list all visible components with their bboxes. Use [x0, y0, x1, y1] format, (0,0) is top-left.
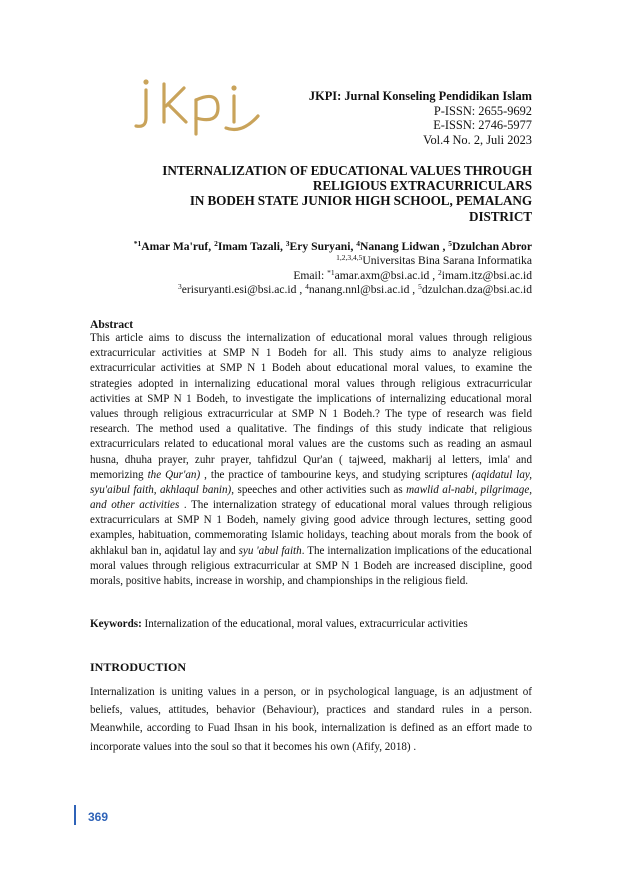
- author-sup: *1: [133, 239, 142, 248]
- abstract-text: , speeches and other activities such as: [231, 483, 407, 496]
- affiliation-text: Universitas Bina Sarana Informatika: [362, 254, 532, 268]
- email-address[interactable]: nanang.nnl@bsi.ac.id: [308, 282, 410, 296]
- keywords-text: Internalization of the educational, moral values, extracurricular activities: [141, 618, 468, 630]
- abstract-text: . The internalization strategy of educational moral values through religious extracurriculars at SMP N 1 Bodeh, namely giving good advice through lectures, setting good examples, habituation, commemorating Islamic holidays, teaching about morals from the book of akhlakul ban in, aqidatul lay and: [90, 499, 532, 557]
- abstract-italic: (aqidatul lay, syu'aibul faith, akhlaqul banin): [90, 468, 532, 496]
- journal-info: [309, 89, 532, 147]
- keywords-label: Keywords:: [90, 618, 142, 630]
- keywords: [90, 617, 532, 631]
- author-name: Nanang Lidwan: [359, 240, 440, 253]
- eissn: E-ISSN: 2746-5977: [433, 118, 532, 133]
- abstract-paragraph: [90, 331, 532, 589]
- title-line: INTERNALIZATION OF EDUCATIONAL VALUES THROUGH: [162, 163, 532, 178]
- abstract-italic: syu 'abul faith: [238, 544, 302, 557]
- author-names: $^{*1}$Amar Ma'ruf, $^2$Imam Tazali, $^3$Ery Suryani, $^4$Nanang Lidwan , $^5$Dzulchan Abror: [133, 239, 532, 253]
- email-line-1: Email: $^{*1}$amar.axm@bsi.ac.id , $^2$imam.itz@bsi.ac.id: [293, 267, 532, 282]
- abstract-italic: mawlid al-nabi, pilgrimage, and other activities: [90, 483, 533, 512]
- abstract-text: . The internalization implications of the educational moral values through religious extracurricular at SMP N 1 Bodeh are increased discipline, good morals, positive habits, increase in worship, and championships in the religious field.: [90, 544, 532, 587]
- email-label: Email:: [293, 268, 325, 282]
- email-address[interactable]: dzulchan.dza@bsi.ac.id: [421, 282, 532, 296]
- email-sup: 2: [438, 267, 442, 277]
- author-sup: 3: [285, 239, 290, 248]
- email-sup: *1: [327, 267, 335, 277]
- volume-issue: Vol.4 No. 2, Juli 2023: [423, 132, 532, 147]
- author-name: Ery Suryani: [289, 240, 351, 253]
- footer-accent-bar: [74, 805, 76, 825]
- abstract-body: [90, 331, 532, 589]
- introduction-body: Internalization is uniting values in a person, or in psychological language, is an adjustment of beliefs, values, attitudes, behavior (Behaviour), practices and standard rules in a person. Meanwhile, according to Fuad Ihsan in his book, internalization is defined as an effort made to incorporate values into the soul so that it becomes his own (Afify, 2018) .: [90, 686, 532, 753]
- email-address[interactable]: erisuryanti.esi@bsi.ac.id: [181, 282, 297, 296]
- affil-sup: 1,2,3,4,5: [336, 253, 363, 263]
- author-sup: 4: [356, 239, 360, 248]
- title-line: DISTRICT: [469, 208, 532, 224]
- introduction-heading: INTRODUCTION: [90, 660, 187, 674]
- pissn: P-ISSN: 2655-9692: [433, 103, 532, 118]
- email-sup: 5: [418, 281, 422, 291]
- email-sup: 3: [178, 281, 182, 291]
- title-line: IN BODEH STATE JUNIOR HIGH SCHOOL, PEMALANG: [189, 193, 532, 209]
- affiliation: [78, 254, 532, 268]
- article-title: [90, 163, 532, 224]
- author-block: [78, 240, 532, 297]
- email-address[interactable]: amar.axm@bsi.ac.id: [334, 268, 430, 282]
- abstract-italic: the Qur'an): [147, 468, 201, 481]
- page-number: 369: [88, 810, 109, 824]
- author-sup: 5: [448, 239, 453, 248]
- abstract-text: , the practice of tambourine keys, and studying scriptures: [200, 468, 472, 481]
- author-name: Amar Ma'ruf: [141, 240, 209, 253]
- author-name: Dzulchan Abror: [452, 240, 532, 253]
- email-line-2: $^3$erisuryanti.esi@bsi.ac.id , $^4$nanang.nnl@bsi.ac.id , $^5$dzulchan.dza@bsi.ac.id: [178, 281, 532, 296]
- abstract-heading: Abstract: [90, 318, 134, 331]
- email-address[interactable]: imam.itz@bsi.ac.id: [441, 268, 532, 282]
- email-sup: 4: [305, 281, 309, 291]
- author-sup: 2: [214, 239, 218, 248]
- abstract-text: This article aims to discuss the internalization of educational moral values through religious extracurricular activities at SMP N 1 Bodeh for all. This study aims to analyze religious extracurricular activities at SMP N 1 Bodeh about educational moral values, to examine the strategies adopted in internalizing educational moral values through religious extracurricular activities at SMP N 1 Bodeh, to investigate the implications of internalizing educational moral values through religious extracurricular at SMP N 1 Bodeh.? The type of research was field research. The method used a qualitative. The findings of this study indicate that religious extracurriculars related to educational moral values are the customs such as reading an asmaul husna, dhuha prayer, zuhr prayer, tahfidzul Qur'an ( tajweed, makharij al letters, imla' and memorizing: [90, 332, 532, 481]
- journal-name: JKPI: Jurnal Konseling Pendidikan Islam: [308, 89, 532, 103]
- title-line: RELIGIOUS EXTRACURRICULARS: [312, 178, 532, 194]
- journal-logo: [134, 76, 264, 136]
- author-name: Imam Tazali: [217, 240, 280, 253]
